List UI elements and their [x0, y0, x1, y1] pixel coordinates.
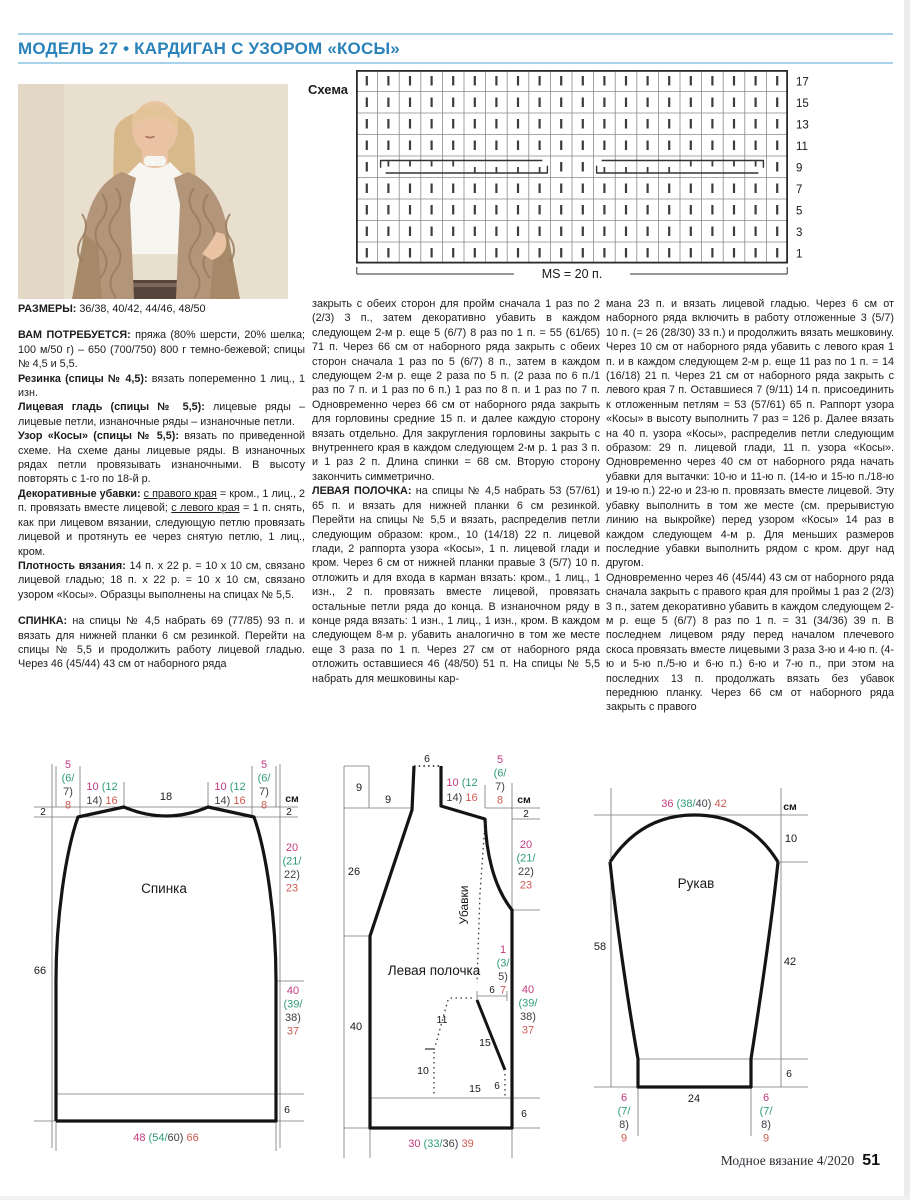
- chart-ms-label: MS = 20 п.: [541, 267, 603, 281]
- svg-text:(21/: (21/: [282, 855, 302, 868]
- svg-text:8): 8): [761, 1119, 771, 1131]
- text-column-2: [312, 297, 600, 749]
- chart-row-number: 7: [796, 184, 803, 196]
- svg-text:6: 6: [494, 1081, 500, 1092]
- svg-text:см: см: [285, 793, 299, 805]
- header-rule-bottom: [18, 62, 893, 64]
- page-footer: [560, 1152, 880, 1170]
- svg-text:5): 5): [498, 971, 508, 983]
- svg-text:58: 58: [593, 941, 607, 953]
- svg-text:10 (12: 10 (12: [446, 777, 478, 789]
- svg-text:(6/: (6/: [61, 772, 75, 785]
- left-front-diagram: [322, 753, 594, 1185]
- model-photo-illustration: [18, 84, 288, 299]
- svg-text:5: 5: [260, 759, 268, 771]
- svg-text:15: 15: [479, 1037, 491, 1049]
- page-edge-right: [904, 0, 910, 1200]
- svg-text:(39/: (39/: [283, 998, 303, 1011]
- svg-text:8: 8: [496, 794, 504, 807]
- chart-row-number: 11: [796, 141, 808, 153]
- svg-text:2: 2: [286, 807, 292, 818]
- svg-text:42: 42: [783, 956, 797, 968]
- svg-text:6: 6: [762, 1092, 770, 1104]
- svg-text:8: 8: [64, 799, 72, 812]
- svg-text:10: 10: [784, 833, 798, 845]
- svg-text:48 (54/60) 66: 48 (54/60) 66: [133, 1132, 199, 1144]
- svg-text:40: 40: [286, 985, 300, 997]
- svg-text:5: 5: [496, 754, 504, 766]
- magazine-name: Модное вязание 4/2020: [720, 1153, 855, 1168]
- paragraph: Плотность вязания: 14 п. х 22 р. = 10 х 10 см, связано лицевой гладью; 18 п. х 22 р. = 10 х 10 см, связано узором «Косы». Образцы выполнены на спицах № 5,5.: [18, 559, 305, 601]
- front-title: Левая полочка: [387, 963, 481, 978]
- page-edge-bottom: [0, 1196, 910, 1200]
- svg-text:см: см: [517, 794, 531, 806]
- svg-text:2: 2: [40, 807, 46, 818]
- svg-text:38): 38): [285, 1012, 301, 1024]
- svg-text:22): 22): [518, 866, 534, 878]
- svg-text:6: 6: [786, 1068, 792, 1080]
- chart-row-number: 17: [796, 76, 809, 89]
- paragraph: Декоративные убавки: с правого края = кром., 1 лиц., 2 п. провязать вместе лицевой; с левого края = 1 п. снять, как при лицевом вязании, следующую петлю провязать лицевой и протянуть ее через снятую петлю, 1 лиц., кром.: [18, 487, 305, 558]
- svg-text:9: 9: [620, 1132, 628, 1145]
- svg-text:8): 8): [619, 1119, 629, 1131]
- text-column-1: [18, 302, 305, 752]
- svg-text:14) 16: 14) 16: [446, 792, 478, 804]
- svg-text:9: 9: [384, 794, 392, 806]
- svg-text:14) 16: 14) 16: [214, 795, 246, 807]
- paragraph: ВАМ ПОТРЕБУЕТСЯ: пряжа (80% шерсти, 20% шелка; 100 м/50 г) – 650 (700/750) 800 г темно-бежевой; спицы № 4,5 и 5,5.: [18, 329, 305, 371]
- svg-text:6: 6: [284, 1104, 290, 1116]
- back-total-length: 66: [33, 965, 47, 977]
- header-rule-top: [18, 33, 893, 35]
- stitch-chart-grid: [356, 70, 856, 296]
- svg-text:9: 9: [355, 782, 363, 794]
- chart-row-number: 15: [796, 98, 809, 110]
- svg-text:7): 7): [63, 786, 73, 798]
- svg-text:5: 5: [64, 759, 72, 771]
- chart-row-number: 13: [796, 119, 809, 132]
- sleeve-title: Рукав: [677, 876, 715, 891]
- svg-text:(6/: (6/: [493, 767, 507, 780]
- model-photo: [18, 84, 288, 299]
- chart-row-number: 3: [796, 227, 803, 239]
- svg-text:6: 6: [620, 1092, 628, 1104]
- paragraph: Одновременно через 46 (45/44) 43 см от наборного ряда сначала закрыть с правого края для проймы 1 раз 2 (2/3) 3 п., затем декоративно убавить в каждом следующем 2-м р. еще 5 (6/7) 8 раз по 1 п. = 31 (34/36) 39 п. В последнем лицевом ряду перед началом плечевого скоса провязать вместе лицевыми 3 раза 3-ю и 4-ю п. (4-ю и 5-ю п./5-ю и 6-ю п.) 6-ю и 7-ю п., при этом на последних 13 п. продолжать вязать без убавок переднюю планку. Через 66 см от наборного ряда закрыть с правого: [606, 571, 894, 714]
- svg-text:24: 24: [687, 1093, 701, 1105]
- paragraph: Резинка (спицы № 4,5): вязать попеременно 1 лиц., 1 изн.: [18, 372, 305, 400]
- paragraph: мана 23 п. и вязать лицевой гладью. Через 6 см от наборного ряда включить в работу отложенные 3 (5/7) 10 п. (= 26 (28/30) 33 п.) и продолжить вязать мешковину. Через 10 см от наборного ряда убавить с левого края 1 п. и в каждом следующем 2-м р. еще 11 раз по 1 п. = 14 (16/18) 21 п. Через 21 см от наборного ряда закрыть с левого края 7 п. Оставшиеся 7 (9/11) 14 п. присоединить к отложенным петлям = 53 (57/61) 65 п. Раппорт узора «Косы» в высоту выполнить 7 раз = 126 р. Далее вязать на 40 п. узора «Косы», распределив петли следующим образом: 29 п. лицевой глади, 11 п. узора «Косы». Одновременно через 40 см от наборного ряда начать убавки для вытачки: 10-ю и 11-ю п. (14-ю и 15-ю п./18-ю и 19-ю п.) 22-ю и 23-ю п. провязать вместе лицевой. Эту убавку выполнить в том же месте (см. прерывистую линию на выкройке) перед узором «Косы» 14 раз в каждом следующем 4-м р. Для меньших размеров последние убавки выполнить рядом с кром. друг над другом.: [606, 298, 894, 570]
- svg-text:40: 40: [349, 1021, 363, 1033]
- svg-text:6: 6: [489, 985, 495, 996]
- chart-row-number: 9: [796, 162, 803, 175]
- svg-text:6: 6: [521, 1108, 527, 1120]
- svg-text:30 (33/36) 39: 30 (33/36) 39: [408, 1138, 474, 1150]
- svg-text:11: 11: [436, 1014, 448, 1026]
- svg-text:37: 37: [286, 1025, 300, 1038]
- svg-text:37: 37: [521, 1024, 535, 1037]
- sleeve-diagram: [586, 758, 906, 1172]
- svg-text:23: 23: [285, 882, 299, 895]
- stitch-chart: [298, 66, 864, 298]
- svg-text:(21/: (21/: [516, 852, 536, 865]
- svg-text:6: 6: [424, 753, 430, 765]
- paragraph: закрыть с обеих сторон для пройм сначала 1 раз по 2 (2/3) 3 п., затем декоративно убавить в каждом следующем 2-м р. еще 5 (6/7) 8 раз по 1 п. = 55 (61/65) 71 п. Через 66 см от наборного ряда закрыть с обеих сторон сначала 1 раз по 5 (6/7) 8 п., затем в каждом следующем 2-м р. еще 2 раза по 5 п. (2 раза по 6 п./1 раз по 7 п. и 1 раз по 6 п.) 1 раз по 8 п. и 1 раз по 7 п. Одновременно через 66 см от наборного ряда закрыть для горловины средние 15 п. и далее каждую сторону вязать отдельно. Для закругления горловины закрыть с внутреннего края в каждом следующем 2-м р. 1 раз 3 п. и 1 раз 2 п. Длина спинки = 68 см. Вторую сторону закончить симметрично.: [312, 298, 600, 483]
- svg-text:7: 7: [499, 984, 507, 997]
- page-title: МОДЕЛЬ 27 • КАРДИГАН С УЗОРОМ «КОСЫ»: [18, 39, 400, 58]
- svg-text:26: 26: [347, 866, 361, 878]
- svg-text:23: 23: [519, 879, 533, 892]
- paragraph: СПИНКА: на спицы № 4,5 набрать 69 (77/85) 93 п. и вязать для нижней планки 6 см резинкой. Перейти на спицы № 5,5 и продолжить работу лицевой гладью. Через 46 (45/44) 43 см от наборного ряда: [18, 615, 305, 671]
- svg-text:(6/: (6/: [257, 772, 271, 785]
- svg-text:38): 38): [520, 1011, 536, 1023]
- svg-text:20: 20: [519, 839, 533, 851]
- paragraph: Узор «Косы» (спицы № 5,5): вязать по приведенной схеме. На схеме даны лицевые ряды. В изнаночных рядах петли провязывать изнаночными. В высоту повторять с 1-го по 18-й р.: [18, 430, 305, 486]
- svg-text:10 (12: 10 (12: [86, 781, 118, 793]
- svg-text:(3/: (3/: [496, 957, 510, 970]
- svg-text:40: 40: [521, 984, 535, 996]
- stitch-chart-label: Схема: [308, 82, 349, 97]
- paragraph: РАЗМЕРЫ: 36/38, 40/42, 44/46, 48/50: [18, 303, 206, 315]
- svg-text:36 (38/40) 42: 36 (38/40) 42: [661, 798, 727, 810]
- svg-text:10 (12: 10 (12: [214, 781, 246, 793]
- front-decreases-label: Убавки: [457, 885, 471, 925]
- svg-text:см: см: [783, 801, 797, 813]
- paragraph: Лицевая гладь (спицы № 5,5): лицевые ряды – лицевые петли, изнаночные ряды – изнаночные петли.: [18, 401, 305, 428]
- chart-row-number: 5: [796, 205, 803, 218]
- svg-text:9: 9: [762, 1132, 770, 1145]
- svg-text:1: 1: [499, 944, 507, 956]
- svg-text:20: 20: [285, 842, 299, 854]
- svg-text:8: 8: [260, 799, 268, 812]
- svg-text:(39/: (39/: [518, 997, 538, 1010]
- svg-text:7): 7): [259, 786, 269, 798]
- svg-text:2: 2: [523, 809, 529, 820]
- svg-text:7): 7): [495, 781, 505, 793]
- svg-text:10: 10: [417, 1065, 429, 1077]
- text-column-3: [606, 297, 894, 802]
- svg-text:15: 15: [469, 1083, 481, 1095]
- back-diagram: [16, 756, 308, 1176]
- svg-text:(7/: (7/: [617, 1105, 631, 1118]
- svg-text:22): 22): [284, 869, 300, 881]
- paragraph: ЛЕВАЯ ПОЛОЧКА: на спицы № 4,5 набрать 53 (57/61) 65 п. и вязать для нижней планки 6 см резинкой. Перейти на спицы № 5,5 и вязать, распределив петли следующим образом: кром., 10 (14/18) 22 п. лицевой глади, 2 раппорта узора «Косы», 1 п. лицевой глади и кром. Через 6 см от нижней планки правые 3 (5/7) 10 п. отложить и для входа в карман вязать: кром., 1 лиц., 1 изн., 2 п. провязать вместе лицевой, провязать остальные петли ряда до конца. В изнаночном ряду в конце ряда вязать: 1 изн., 1 лиц., 1 изн., кром. В каждом следующем 8-м р. убавить аналогично в том же месте еще 3 раза по 1 п. Через 27 см от наборного ряда отложить оставшиеся 46 (48/50) 51 п. На спицы № 5,5 набрать для мешковины кар-: [312, 485, 600, 685]
- svg-text:(7/: (7/: [759, 1105, 773, 1118]
- page-number: 51: [862, 1152, 880, 1169]
- chart-row-number: 1: [796, 248, 803, 261]
- back-neck-width: 18: [159, 791, 173, 803]
- back-title: Спинка: [141, 881, 187, 896]
- svg-text:14) 16: 14) 16: [86, 795, 118, 807]
